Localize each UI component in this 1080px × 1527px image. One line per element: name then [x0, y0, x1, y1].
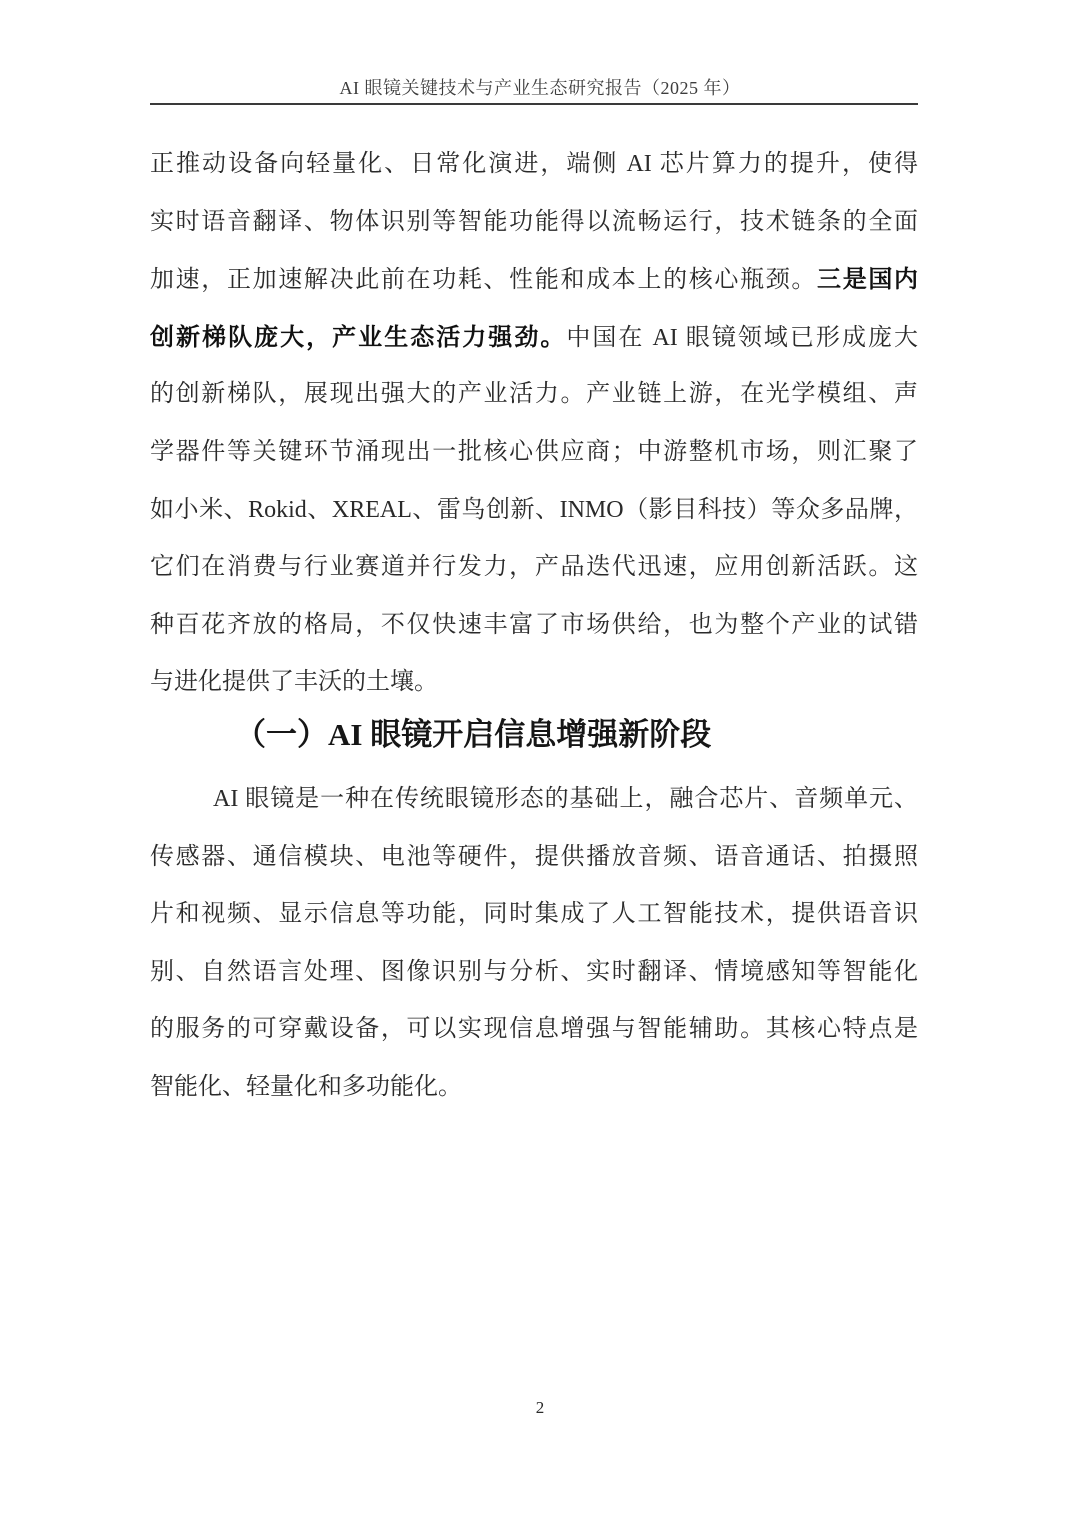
bold-text-run: 创新梯队庞大，产业生态活力强劲。 [150, 323, 567, 351]
page-number: 2 [535, 1398, 545, 1417]
text-line: 别、自然语言处理、图像识别与分析、实时翻译、情境感知等智能化 [150, 958, 918, 985]
text-line: 种百花齐放的格局，不仅快速丰富了市场供给，也为整个产业的试错 [150, 611, 918, 638]
text-run: 中国在 AI 眼镜领域已形成庞大 [566, 324, 918, 351]
text-line: 学器件等关键环节涌现出一批核心供应商；中游整机市场，则汇聚了 [150, 438, 918, 465]
text-line: AI 眼镜是一种在传统眼镜形态的基础上，融合芯片、音频单元、 [213, 786, 918, 812]
text-line: 的服务的可穿戴设备，可以实现信息增强与智能辅助。其核心特点是 [150, 1016, 918, 1043]
header-divider [150, 103, 918, 105]
paragraph-ai-glasses-definition [150, 771, 918, 1117]
paragraph-industry-overview [150, 136, 918, 712]
text-run: 加速，正加速解决此前在功耗、性能和成本上的核心瓶颈。 [150, 267, 818, 294]
text-line: 的创新梯队，展现出强大的产业活力。产业链上游，在光学模组、声 [150, 381, 918, 408]
text-line: 传感器、通信模块、电池等硬件，提供播放音频、语音通话、拍摄照 [150, 843, 918, 870]
text-line: 正推动设备向轻量化、日常化演进，端侧 AI 芯片算力的提升，使得 [150, 151, 918, 177]
text-line: 如小米、Rokid、XREAL、雷鸟创新、INMO（影目科技）等众多品牌， [150, 496, 918, 523]
section-heading: （一）AI 眼镜开启信息增强新阶段 [235, 717, 712, 752]
text-line: 智能化、轻量化和多功能化。 [150, 1073, 462, 1100]
text-line [150, 251, 918, 309]
text-line [150, 309, 918, 367]
text-line: 与进化提供了丰沃的土壤。 [150, 669, 438, 696]
text-line: 它们在消费与行业赛道并行发力，产品迭代迅速，应用创新活跃。这 [150, 554, 918, 581]
bold-text-run: 三是国内 [817, 266, 919, 294]
text-line: 片和视频、显示信息等功能，同时集成了人工智能技术，提供语音识 [150, 901, 918, 928]
text-line: 实时语音翻译、物体识别等智能功能得以流畅运行，技术链条的全面 [150, 208, 918, 235]
header-title: AI 眼镜关键技术与产业生态研究报告（2025 年） [339, 78, 741, 98]
